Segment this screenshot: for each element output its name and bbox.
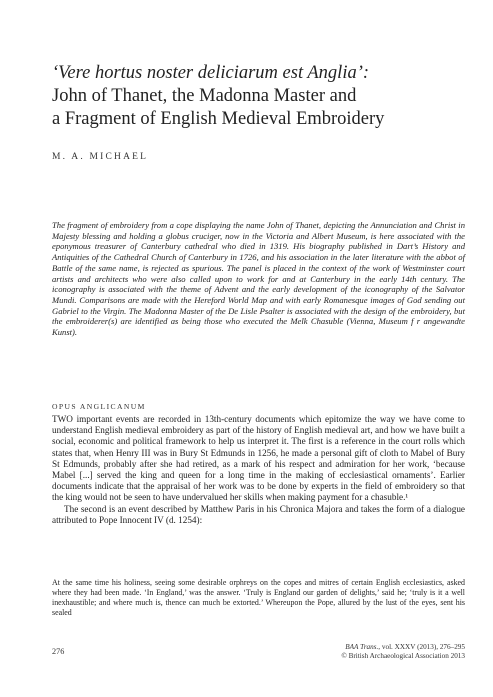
footer-citation xyxy=(215,643,465,662)
article-title xyxy=(52,62,472,131)
copyright-line: © British Archaeological Association 2013 xyxy=(341,652,465,661)
page-number: 276 xyxy=(52,647,65,656)
volume-pages: , vol. XXXV (2013), 276–295 xyxy=(378,643,465,651)
quote-text: At the same time his holiness, seeing some desirable orphreys on the copes and mitres of certain English ecclesiastics, asked where they had been made. ‘In England,’ was the answer. ‘Truly is England our garden of delights,’ said he; ‘truly is it a well inexhaustible; and where much is, thence can much be extorted.’ Whereupon the Pope, allured by the lust of the eyes, sent his sealed xyxy=(52,578,465,617)
body-paragraph: TWO important events are recorded in 13th-century documents which epitomize the way we have come to understand English medieval embroidery as part of the history of English medieval art, and how we have built a social, economic and political framework to help us interpret it. The first is a reference in the court rolls which states that, when Henry III was in Bury St Edmunds in 1256, he made a personal gift of cloth to Mabel of Bury St Edmunds, probably after she had retired, as a mark of his respect and admiration for her work, ‘because Mabel [...] served the king and queen for a long time in the making of ecclesiastical ornaments’. Earlier documents indicate that the appraisal of her work was to be done by experts in the field of embroidery so that the king would not be seen to have undervalued her skills when making payment for a chasuble.¹ xyxy=(52,414,465,503)
journal-name: BAA Trans. xyxy=(345,643,379,651)
author-name: M. A. MICHAEL xyxy=(52,152,149,162)
block-quote xyxy=(52,578,465,618)
body-paragraph: The second is an event described by Matthew Paris in his Chronica Majora and takes the form of a dialogue attributed to Pope Innocent IV (d. 1254): xyxy=(52,503,465,525)
title-line-3: a Fragment of English Medieval Embroidery xyxy=(52,109,385,129)
abstract-text: The fragment of embroidery from a cope displaying the name John of Thanet, depicting the Annunciation and Christ in Majesty blessing and holding a globus cruciger, now in the Victoria and Albert Museum, is here associated with the eponymous treasurer of Canterbury cathedral who died in 1319. His biography published in Dart’s History and Antiquities of the Cathedral Church of Canterbury in 1726, and his association in the later literature with the abbot of Battle of the same name, is rejected as spurious. The panel is placed in the context of the work of Westminster court artists and architects who were also called upon to work for and at Canterbury in the early 14th century. The iconography is associated with the theme of Advent and the early development of the iconography of the Salvator Mundi. Comparisons are made with the Hereford World Map and with early Romanesque images of God sending out Gabriel to the Virgin. The Madonna Master of the De Lisle Psalter is associated with the design of the embroidery, but the embroiderer(s) are identified as being those who executed the Melk Chasuble (Vienna, Museum f r angewandte Kunst). xyxy=(52,220,465,338)
title-line-1: ‘Vere hortus noster deliciarum est Anglia’: xyxy=(52,63,370,83)
section-heading: OPUS ANGLICANUM xyxy=(52,402,146,411)
body-text xyxy=(52,414,465,526)
title-line-2: John of Thanet, the Madonna Master and xyxy=(52,86,357,106)
citation-line xyxy=(215,643,465,652)
abstract xyxy=(52,220,465,338)
